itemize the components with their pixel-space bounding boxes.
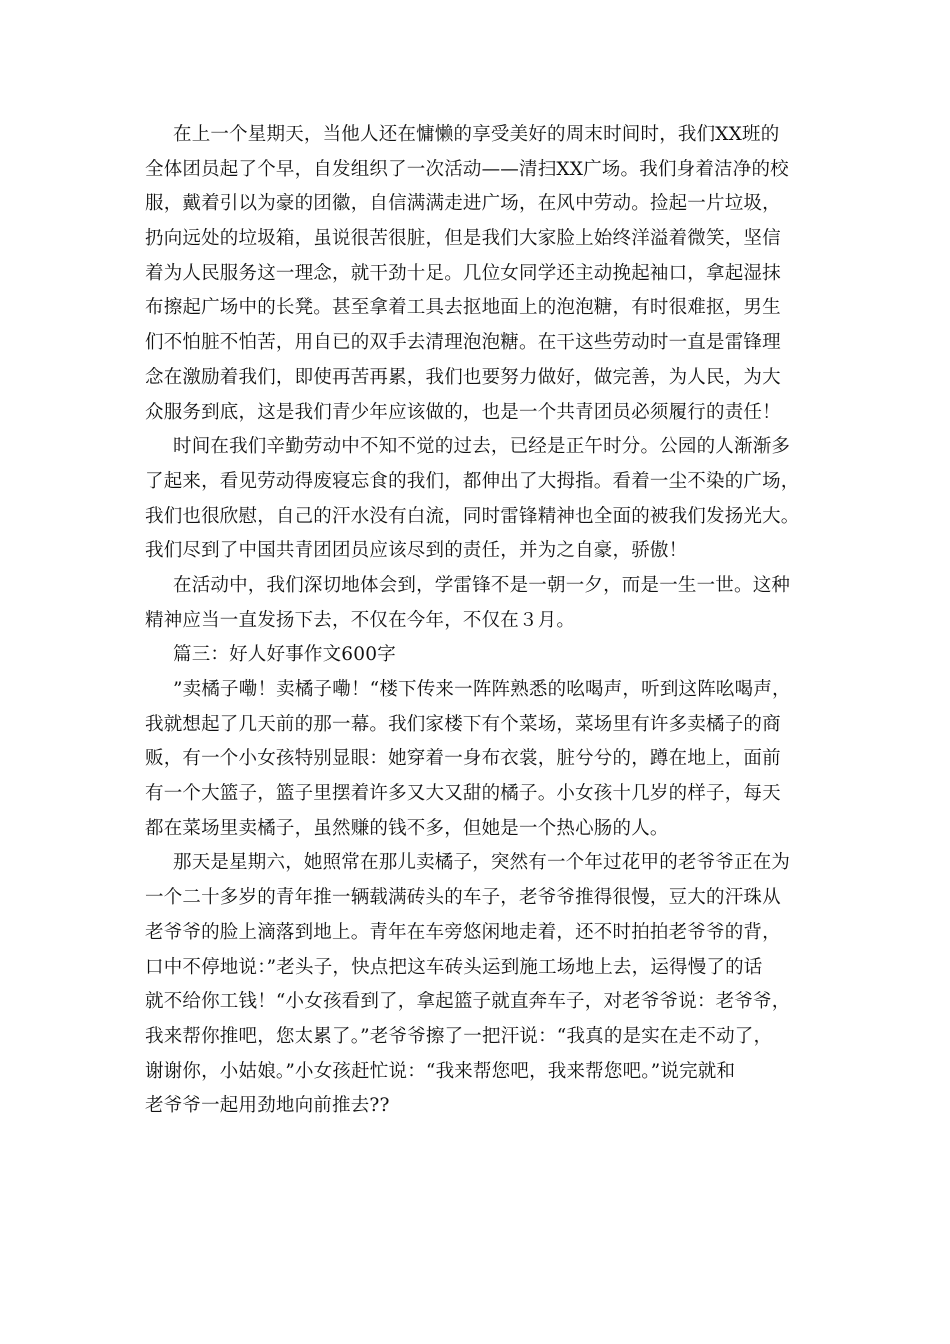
text-line: 我来帮你推吧，您太累了。”老爷爷擦了一把汗说：“我真的是实在走不动了， [145, 1025, 773, 1047]
text-line: 全体团员起了个早，自发组织了一次活动——清扫XX广场。我们身着洁净的校 [145, 158, 789, 180]
text-line: 布擦起广场中的长凳。甚至拿着工具去抠地面上的泡泡糖，有时很难抠，男生 [145, 297, 781, 319]
text-line: 老爷爷的脸上滴落到地上。青年在车旁悠闲地走着，还不时拍拍老爷爷的背， [145, 921, 781, 943]
text-line: 在活动中，我们深切地体会到，学雷锋不是一朝一夕，而是一生一世。这种 [173, 574, 791, 596]
text-line: 我就想起了几天前的那一幕。我们家楼下有个菜场，菜场里有许多卖橘子的商 [145, 713, 781, 735]
section-heading: 篇三：好人好事作文600字 [173, 644, 396, 666]
text-line: 贩，有一个小女孩特别显眼：她穿着一身布衣裳，脏兮兮的，蹲在地上，面前 [145, 748, 781, 770]
text-line: 就不给你工钱！“小女孩看到了，拿起篮子就直奔车子，对老爷爷说：老爷爷， [145, 991, 791, 1013]
text-line: 时间在我们辛勤劳动中不知不觉的过去，已经是正午时分。公园的人渐渐多 [173, 436, 791, 458]
text-line: 在上一个星期天，当他人还在慵懒的享受美好的周末时间时，我们XX班的 [173, 124, 780, 145]
text-line: ”卖橘子嘞！卖橘子嘞！“楼下传来一阵阵熟悉的吆喝声，听到这阵吆喝声， [173, 679, 791, 700]
text-line: 扔向远处的垃圾箱，虽说很苦很脏，但是我们大家脸上始终洋溢着微笑，坚信 [145, 228, 781, 250]
text-line: 们不怕脏不怕苦，用自已的双手去清理泡泡糖。在干这些劳动时一直是雷锋理 [145, 332, 781, 354]
text-line: 老爷爷一起用劲地向前推去?? [145, 1095, 390, 1117]
text-line: 谢谢你，小姑娘。”小女孩赶忙说：“我来帮您吧，我来帮您吧。”说完就和 [145, 1060, 736, 1082]
text-line: 众服务到底，这是我们青少年应该做的，也是一个共青团员必须履行的责任！ [145, 401, 781, 423]
text-line: 我们也很欣慰，自己的汗水没有白流，同时雷锋精神也全面的被我们发扬光大。 [145, 505, 800, 527]
text-line: 精神应当一直发扬下去，不仅在今年，不仅在３月。 [145, 609, 576, 631]
text-line: 着为人民服务这一理念，就干劲十足。几位女同学还主动挽起袖口，拿起湿抹 [145, 262, 781, 284]
text-line: 念在激励着我们，即使再苦再累，我们也要努力做好，做完善，为人民，为大 [145, 366, 781, 388]
text-line: 有一个大篮子，篮子里摆着许多又大又甜的橘子。小女孩十几岁的样子，每天 [145, 783, 781, 805]
text-line: 我们尽到了中国共青团团员应该尽到的责任，并为之自豪，骄傲！ [145, 540, 688, 562]
text-line: 一个二十多岁的青年推一辆载满砖头的车子，老爷爷推得很慢，豆大的汗珠从 [145, 887, 781, 909]
body-text [145, 118, 825, 1124]
text-line: 口中不停地说：”老头子，快点把这车砖头运到施工场地上去，运得慢了的话 [145, 956, 763, 978]
text-line: 了起来，看见劳动得废寝忘食的我们，都伸出了大拇指。看着一尘不染的广场， [145, 470, 800, 492]
text-line: 都在菜场里卖橘子，虽然赚的钱不多，但她是一个热心肠的人。 [145, 817, 669, 839]
text-line: 服，戴着引以为豪的团徽，自信满满走进广场，在风中劳动。捡起一片垃圾， [145, 193, 781, 215]
text-line: 那天是星期六，她照常在那儿卖橘子，突然有一个年过花甲的老爷爷正在为 [173, 852, 791, 874]
